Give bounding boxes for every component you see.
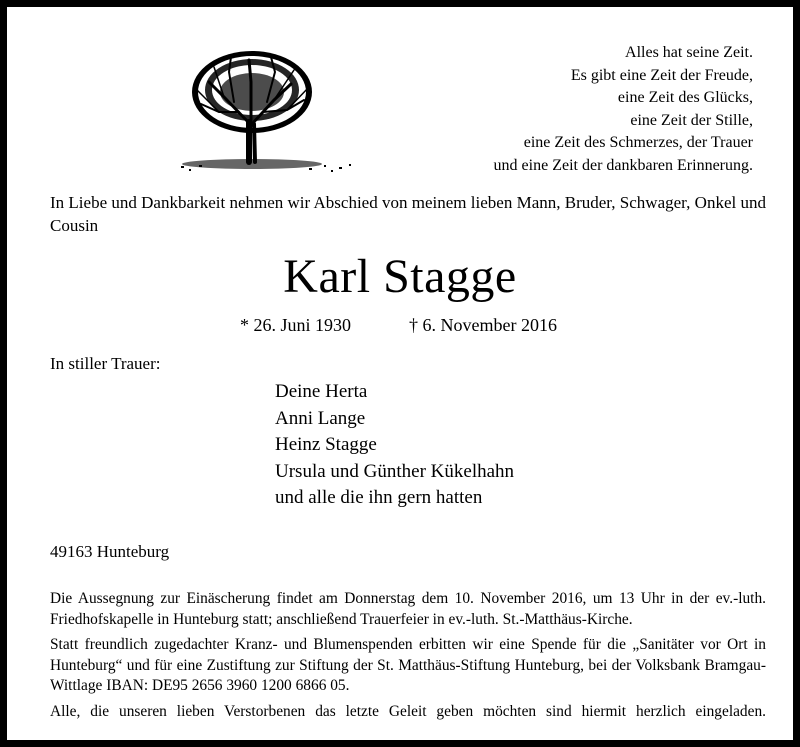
mourner: Anni Lange: [275, 407, 366, 429]
poem-line: eine Zeit des Schmerzes, der Trauer: [523, 134, 753, 152]
mourner: Deine Herta: [275, 381, 368, 402]
poem-line: und eine Zeit der dankbaren Erinnerung.: [493, 156, 753, 174]
mourner: Ursula und Günther Kükelhahn: [275, 460, 515, 482]
intro-text: In Liebe und Dankbarkeit nehmen wir Abschied von meinem lieben Mann, Bruder, Schwager, Onkel und Cousin: [50, 193, 766, 235]
mourner: Heinz Stagge: [275, 434, 377, 455]
mourner: und alle die ihn gern hatten: [275, 487, 483, 508]
mourners-list: [275, 379, 514, 512]
poem-line: eine Zeit des Glücks,: [617, 89, 753, 107]
poem-line: Es gibt eine Zeit der Freude,: [570, 66, 753, 84]
funeral-note: Die Aussegnung zur Einäscherung findet am Donnerstag dem 10. November 2016, um 13 Uhr in der ev.-luth. Friedhofskapelle in Hunteburg statt; anschließend Trauerfeier in ev.-luth. St.-Matthäus-Kirche.: [50, 590, 766, 628]
place: 49163 Hunteburg: [50, 542, 170, 561]
poem-line: eine Zeit der Stille,: [630, 111, 753, 129]
notes: [50, 589, 766, 728]
death-date: † 6. November 2016: [409, 315, 557, 335]
mourning-label: In stiller Trauer:: [50, 354, 161, 373]
poem-line: Alles hat seine Zeit.: [625, 44, 753, 61]
deceased-name: Karl Stagge: [283, 250, 517, 303]
poem: [353, 42, 753, 178]
birth-date: * 26. Juni 1930: [240, 315, 352, 335]
donation-note: Statt freundlich zugedachter Kranz- und Blumenspenden erbitten wir eine Spende für die „Sanitäter vor Ort in Hunteburg“ und für eine Zustiftung zur Stiftung der St. Matthäus-Stiftung Hunteburg, bei der Volksbank Bramgau-Wittlage IBAN: DE95 2656 3960 1200 6866 05.: [50, 636, 766, 695]
invitation-note: Alle, die unseren lieben Verstorbenen das letzte Geleit geben möchten sind hiermit herzlich eingeladen.: [50, 702, 766, 720]
tree-icon: [179, 42, 357, 177]
